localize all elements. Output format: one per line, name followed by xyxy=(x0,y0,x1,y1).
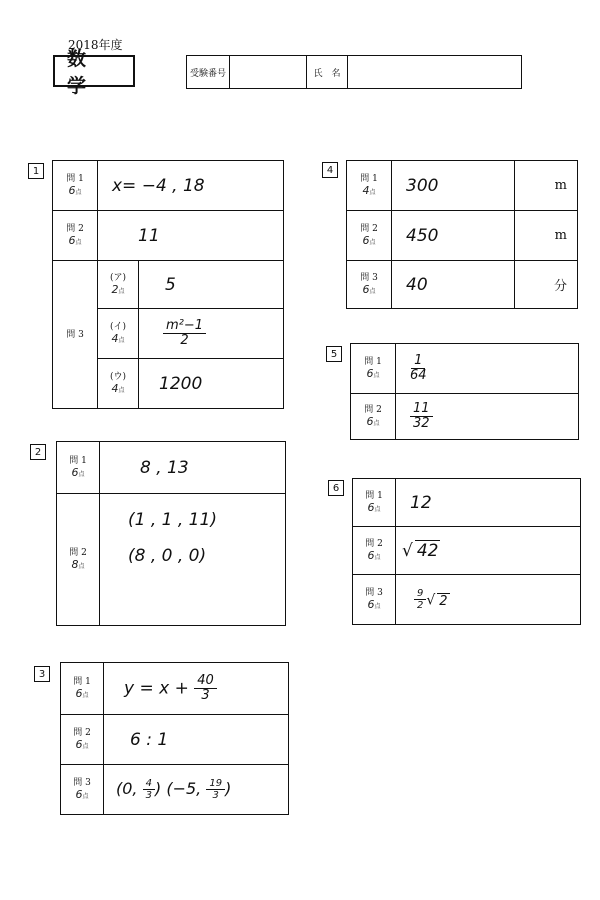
q3-3-point1-open: (0, xyxy=(116,779,138,798)
q3-3-points-value: 6 xyxy=(75,787,83,801)
question-3-number: 3 xyxy=(34,666,50,682)
q3-1-numerator: 40 xyxy=(194,674,217,689)
q5-2-label-cell xyxy=(351,394,396,440)
q1-1-answer: x= −4 , 18 xyxy=(98,161,284,211)
q6-3-fraction xyxy=(414,588,426,611)
q3-3-point2-numerator: 19 xyxy=(206,778,225,790)
q6-3-denominator: 2 xyxy=(417,600,424,611)
q2-1-points-value: 6 xyxy=(71,465,79,479)
q6-2-label-cell xyxy=(353,527,396,575)
q1-3c-answer: 1200 xyxy=(139,359,284,409)
q6-2-points-value: 6 xyxy=(367,548,375,562)
q1-3b-answer xyxy=(139,309,284,359)
q4-1-unit: m xyxy=(515,161,578,211)
q6-1-points-value: 6 xyxy=(367,500,375,514)
q2-2-answer-2: (8 , 0 , 0) xyxy=(128,546,207,566)
q6-1-label-cell xyxy=(353,479,396,527)
q6-2-label: 問 2 xyxy=(365,538,383,549)
q1-3b-points xyxy=(98,333,138,347)
q6-3-answer xyxy=(396,575,581,625)
q3-1-fraction xyxy=(194,674,217,703)
q5-1-points xyxy=(351,368,395,382)
question-5-number: 5 xyxy=(326,346,342,362)
exam-number-field[interactable] xyxy=(230,56,307,88)
q1-3c-points-value: 4 xyxy=(111,381,119,395)
q2-1-answer: 8 , 13 xyxy=(100,442,286,494)
q6-3-points-value: 6 xyxy=(367,597,375,611)
q3-3-point1-denominator: 3 xyxy=(145,790,152,801)
q1-3c-points xyxy=(98,383,138,397)
q4-2-points xyxy=(347,235,391,249)
q4-1-answer: 300 xyxy=(392,161,515,211)
q4-3-answer: 40 xyxy=(392,261,515,309)
q3-3-point1-close: ) xyxy=(154,779,162,798)
q6-2-points xyxy=(353,550,395,564)
q4-2-points-value: 6 xyxy=(362,233,370,247)
question-4-number: 4 xyxy=(322,162,338,178)
q3-3-label-cell xyxy=(61,765,104,815)
q1-3b-label: (イ) xyxy=(109,321,127,332)
q3-2-points-value: 6 xyxy=(75,737,83,751)
q5-2-points-value: 6 xyxy=(366,414,374,428)
q1-3c-label-cell xyxy=(98,359,139,409)
q5-1-label: 問 1 xyxy=(364,356,382,367)
q3-1-label: 問 1 xyxy=(73,676,91,687)
q5-1-denominator: 64 xyxy=(410,368,427,383)
point-mark: 点 xyxy=(369,287,376,295)
q6-1-points xyxy=(353,502,395,516)
q6-3-points xyxy=(353,599,395,613)
q1-3c-label: (ウ) xyxy=(109,371,127,382)
exam-number-label: 受験番号 xyxy=(187,56,230,88)
q4-2-answer: 450 xyxy=(392,211,515,261)
q1-2-points xyxy=(53,235,97,249)
question-1-number: 1 xyxy=(28,163,44,179)
q3-3-point2-open: (−5, xyxy=(166,779,202,798)
name-field[interactable] xyxy=(348,56,521,88)
point-mark: 点 xyxy=(75,188,82,196)
question-1-table xyxy=(52,160,284,409)
sqrt-icon: √ xyxy=(402,541,413,561)
question-3-table xyxy=(60,662,289,815)
q1-2-label: 問 2 xyxy=(66,223,84,234)
q1-1-label: 問 1 xyxy=(66,173,84,184)
student-id-box xyxy=(186,55,522,89)
q3-1-answer xyxy=(104,663,289,715)
q5-2-points xyxy=(351,416,395,430)
q5-1-fraction xyxy=(410,354,427,383)
q3-1-label-cell xyxy=(61,663,104,715)
point-mark: 点 xyxy=(374,602,381,610)
q4-1-label-cell xyxy=(347,161,392,211)
q1-3b-denominator: 2 xyxy=(180,333,189,348)
q1-3b-points-value: 4 xyxy=(111,331,119,345)
point-mark: 点 xyxy=(75,238,82,246)
q3-2-points xyxy=(61,739,103,753)
question-6-number: 6 xyxy=(328,480,344,496)
q3-1-points-value: 6 xyxy=(75,686,83,700)
q3-3-point2-denominator: 3 xyxy=(212,790,219,801)
point-mark: 点 xyxy=(118,336,125,344)
q3-3-point2-fraction xyxy=(206,778,225,801)
q1-3a-points xyxy=(98,284,138,298)
q5-1-numerator: 1 xyxy=(411,354,425,369)
q6-2-answer xyxy=(396,527,581,575)
q3-1-denominator: 3 xyxy=(201,688,210,703)
q1-1-label-cell xyxy=(53,161,98,211)
q3-1-lhs: y = x + xyxy=(124,678,189,699)
q1-2-points-value: 6 xyxy=(68,233,76,247)
q6-3-label-cell xyxy=(353,575,396,625)
q1-3a-label-cell xyxy=(98,261,139,309)
point-mark: 点 xyxy=(118,386,125,394)
point-mark: 点 xyxy=(82,792,89,800)
q2-2-points xyxy=(57,559,99,573)
sqrt-icon: √ xyxy=(426,592,436,609)
q2-2-answer-1: (1 , 1 , 11) xyxy=(128,510,217,530)
q3-2-label: 問 2 xyxy=(73,727,91,738)
q3-3-point1-fraction xyxy=(143,778,155,801)
q4-2-label: 問 2 xyxy=(360,223,378,234)
q1-3a-answer: 5 xyxy=(139,261,284,309)
q6-3-radicand: 2 xyxy=(439,593,448,609)
q2-2-points-value: 8 xyxy=(71,557,79,571)
point-mark: 点 xyxy=(369,188,376,196)
point-mark: 点 xyxy=(373,371,380,379)
q3-2-answer: 6 : 1 xyxy=(104,715,289,765)
point-mark: 点 xyxy=(374,505,381,513)
question-4-table xyxy=(346,160,578,309)
point-mark: 点 xyxy=(374,553,381,561)
q4-3-points xyxy=(347,284,391,298)
q2-2-label: 問 2 xyxy=(69,547,87,558)
question-5-table xyxy=(350,343,579,440)
q2-2-label-cell xyxy=(57,494,100,626)
q4-1-points-value: 4 xyxy=(362,183,370,197)
q3-3-label: 問 3 xyxy=(73,777,91,788)
q3-3-points xyxy=(61,789,103,803)
q1-1-points xyxy=(53,185,97,199)
q3-3-answer xyxy=(104,765,289,815)
name-label: 氏 名 xyxy=(307,56,348,88)
point-mark: 点 xyxy=(78,562,85,570)
q2-2-answer xyxy=(100,494,286,626)
q3-3-point1-numerator: 4 xyxy=(143,778,155,790)
q1-3a-label: (ア) xyxy=(109,272,127,283)
q1-3b-fraction xyxy=(163,319,206,348)
q3-2-label-cell xyxy=(61,715,104,765)
q1-3a-points-value: 2 xyxy=(111,282,119,296)
year-label: 2018年度 xyxy=(68,38,123,52)
q4-3-label: 問 3 xyxy=(360,272,378,283)
q5-2-label: 問 2 xyxy=(364,404,382,415)
q1-3-label: 問 3 xyxy=(53,261,98,409)
question-6-table xyxy=(352,478,581,625)
q4-1-points xyxy=(347,185,391,199)
q5-2-fraction xyxy=(410,402,433,431)
q1-3b-numerator: m²−1 xyxy=(163,319,206,334)
q2-1-label: 問 1 xyxy=(69,455,87,466)
q6-3-label: 問 3 xyxy=(365,587,383,598)
point-mark: 点 xyxy=(118,287,125,295)
point-mark: 点 xyxy=(78,470,85,478)
q5-1-points-value: 6 xyxy=(366,366,374,380)
question-2-table xyxy=(56,441,286,626)
q2-1-label-cell xyxy=(57,442,100,494)
q6-1-label: 問 1 xyxy=(365,490,383,501)
q4-2-unit: m xyxy=(515,211,578,261)
q4-3-points-value: 6 xyxy=(362,282,370,296)
point-mark: 点 xyxy=(369,238,376,246)
q3-3-point2-close: ) xyxy=(225,779,232,798)
q4-2-label-cell xyxy=(347,211,392,261)
q1-2-answer: 11 xyxy=(98,211,284,261)
question-2-number: 2 xyxy=(30,444,46,460)
q3-1-points xyxy=(61,688,103,702)
q4-1-label: 問 1 xyxy=(360,173,378,184)
point-mark: 点 xyxy=(82,742,89,750)
q1-1-points-value: 6 xyxy=(68,183,76,197)
q6-2-radicand: 42 xyxy=(416,541,439,561)
q4-3-label-cell xyxy=(347,261,392,309)
q6-1-answer: 12 xyxy=(396,479,581,527)
q5-2-numerator: 11 xyxy=(410,402,433,417)
q5-2-answer xyxy=(396,394,579,440)
q5-1-answer xyxy=(396,344,579,394)
q4-3-unit: 分 xyxy=(515,261,578,309)
q6-3-numerator: 9 xyxy=(414,588,426,600)
q2-1-points xyxy=(57,467,99,481)
point-mark: 点 xyxy=(373,419,380,427)
subject-title: 数学 xyxy=(53,55,135,87)
q1-3b-label-cell xyxy=(98,309,139,359)
q1-2-label-cell xyxy=(53,211,98,261)
point-mark: 点 xyxy=(82,691,89,699)
q5-2-denominator: 32 xyxy=(413,416,430,431)
q5-1-label-cell xyxy=(351,344,396,394)
